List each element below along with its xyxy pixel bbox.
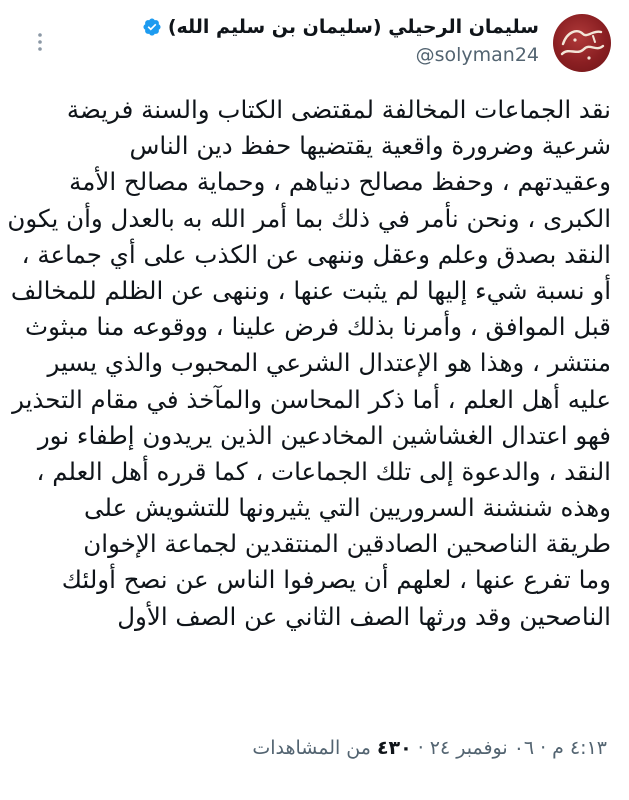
tweet-text-line: أو نسبة شيء إليها لم يثبت عنها ، وننهى عن الظلم للمخالف <box>10 275 611 305</box>
more-options-icon[interactable] <box>28 30 52 54</box>
tweet-text-line: النقد ، والدعوة إلى تلك الجماعات ، كما قرره أهل العلم ، <box>36 456 611 486</box>
meta-separator: · <box>540 737 547 759</box>
views-count: ٤٣٠ <box>376 737 412 759</box>
tweet-text-line: طريقة الناصحين الصادقين المنتقدين لجماعة الإخوان <box>83 529 611 559</box>
tweet-header <box>18 12 611 74</box>
tweet-text-line: نقد الجماعات المخالفة لمقتضى الكتاب والسنة فريضة <box>66 95 611 124</box>
verified-badge-icon[interactable] <box>142 17 162 37</box>
tweet-text <box>7 92 611 635</box>
tweet-text-line: النقد بصدق وعلم وعقل وننهى عن الكذب على أي جماعة ، <box>21 239 611 269</box>
avatar-logo <box>553 14 611 72</box>
tweet-text-line: وعقيدتهم ، وحفظ مصالح دنياهم ، وحماية مصالح الأمة <box>69 167 611 197</box>
tweet-date[interactable]: ٠٦ نوفمبر ٢٤ <box>429 737 535 759</box>
author-handle[interactable]: @solyman24 <box>415 44 539 66</box>
meta-separator: · <box>417 737 424 759</box>
tweet-text-line: قبل الموافق ، وأمرنا بذلك فرض علينا ، ووقوعه منا مبثوث <box>25 312 611 342</box>
tweet-time[interactable]: ٤:١٣ م <box>552 737 607 759</box>
tweet-text-line: وهذه شنشنة السروريين التي يثيرونها للتشويش على <box>84 493 611 523</box>
author-display-name-row[interactable] <box>142 16 539 38</box>
tweet-text-line: فهو اعتدال الغشاشين المخادعين الذين يريدون إطفاء نور <box>37 420 611 450</box>
author-names <box>142 16 539 66</box>
tweet-text-line: الناصحين وقد ورثها الصف الثاني عن الصف الأول <box>117 601 611 631</box>
tweet-meta <box>252 737 607 759</box>
views-label: من المشاهدات <box>252 737 371 759</box>
tweet-text-line: الكبرى ، ونحن نأمر في ذلك بما أمر الله به بالعدل وأن يكون <box>7 203 611 233</box>
tweet-text-line: منتشر ، وهذا هو الإعتدال الشرعي المحبوب والذي يسير <box>47 348 611 378</box>
tweet-text-line: شرعية وضرورة واقعية يقتضيها حفظ دين الناس <box>129 131 611 161</box>
author-display-name[interactable]: سليمان الرحيلي (سليمان بن سليم الله) <box>167 16 539 38</box>
avatar[interactable] <box>553 14 611 72</box>
tweet-text-line: عليه أهل العلم ، أما ذكر المحاسن والمآخذ في مقام التحذير <box>12 384 611 414</box>
tweet-text-line: وما تفرع عنها ، لعلهم أن يصرفوا الناس عن نصح أولئك <box>61 565 611 595</box>
